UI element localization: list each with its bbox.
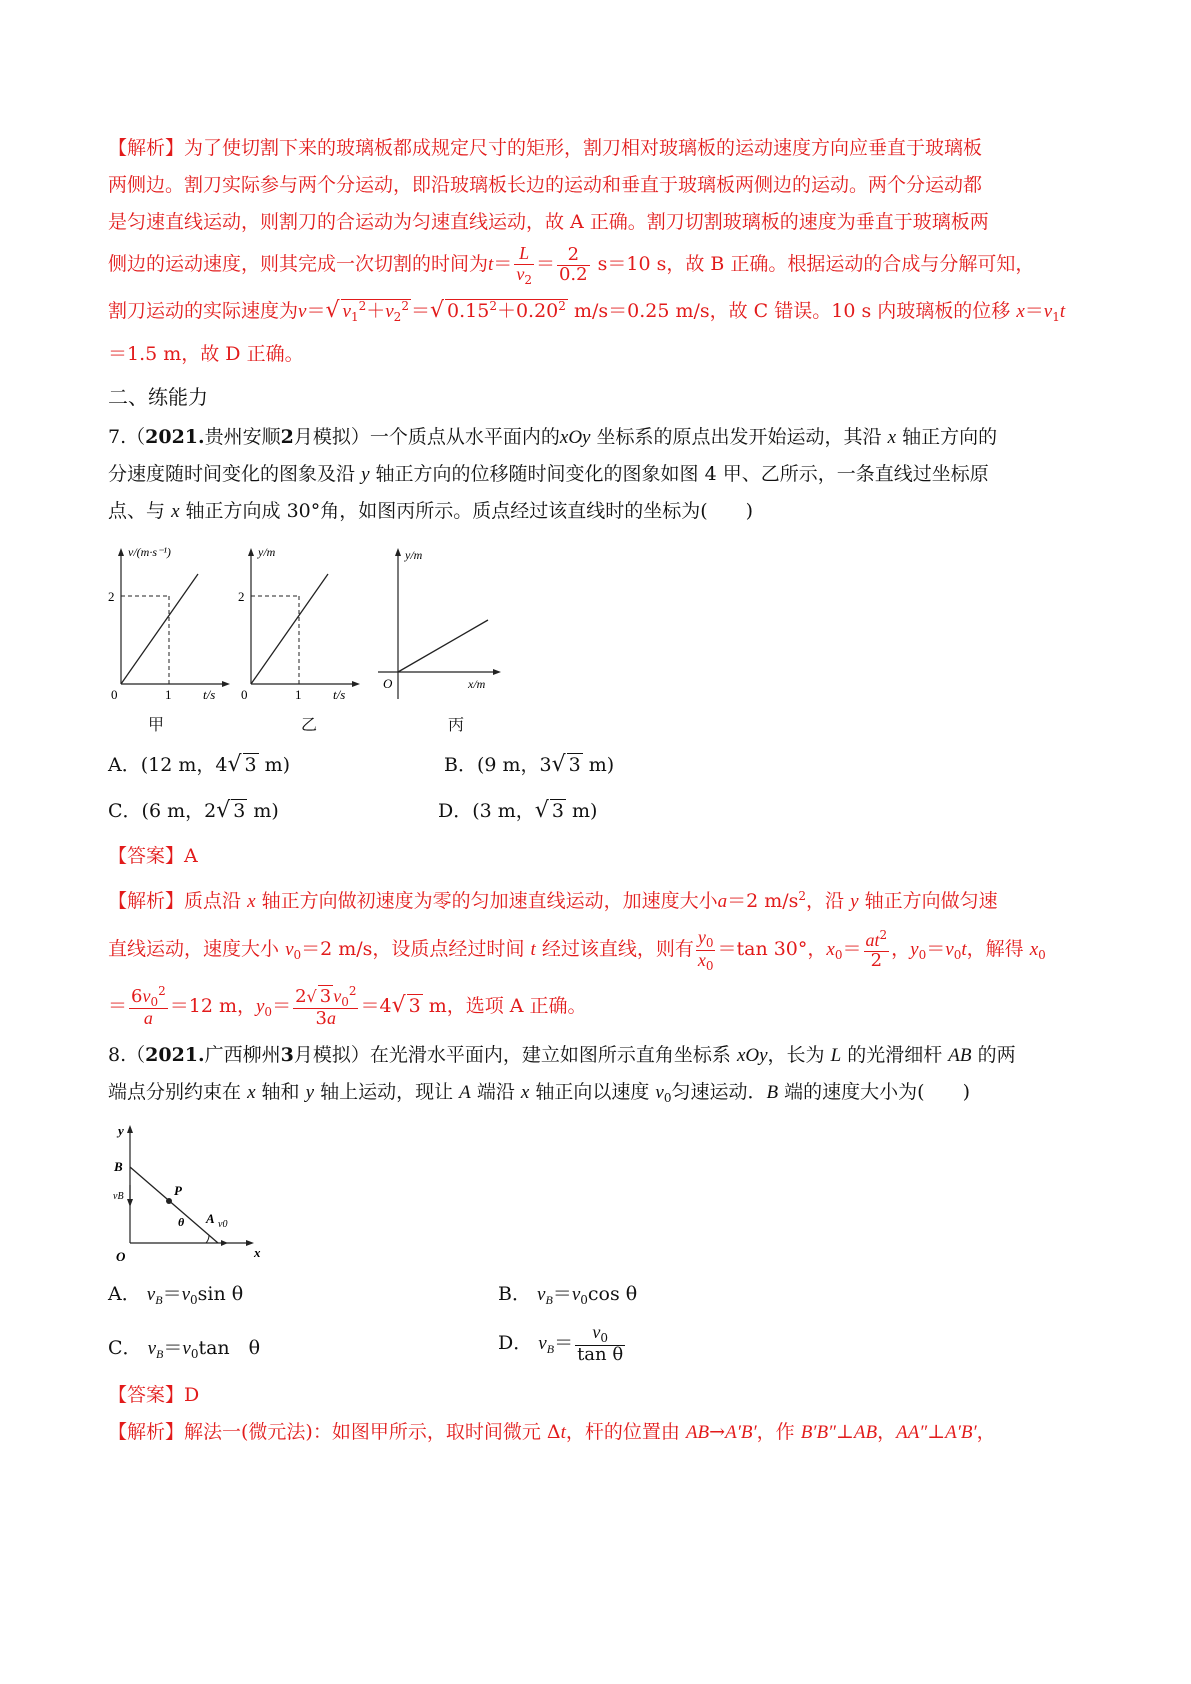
q6-analysis: 【解析】为了使切割下来的玻璃板都成规定尺寸的矩形，割刀相对玻璃板的运动速度方向应垂直于玻璃板 两侧边。割刀实际参与两个分运动，即沿玻璃板长边的运动和垂直于玻璃板两侧边的运动。两个分运动都 是匀速直线运动，则割刀的合运动为匀速直线运动，故 A 正确。割刀切割玻璃板的速度为垂直于玻璃板两 侧边的运动速度，则其完成一次切割的时间为t＝ $\frac{L}{v_2}$ ＝ $\frac{2}{0.2}$ s＝10 s，故 B 正确。根据运动的合成与分解可知， 割刀运动的实际速度为v＝√ $v_1^2+v_2^2$ ＝√ $0.15^2+0.20^2$ m/s＝0.25 m/s，故 C 错误。10 s 内玻璃板的位移 $x=v_1t$ ＝1.5 m，故 D 正确。	[108, 137, 1066, 365]
fig-origin: O	[116, 1249, 126, 1264]
q7-option-b[interactable]: B．(9 m，3√ 3 m)	[444, 752, 615, 777]
fig-y-label: y	[118, 1123, 124, 1138]
fig-v0: v0	[218, 1219, 228, 1230]
analysis-tag: 【解析】	[108, 137, 185, 159]
fig-theta: θ	[178, 1215, 185, 1229]
q8-answer: D	[184, 1384, 200, 1406]
question-7: 7.（2021.贵州安顺2月模拟）一个质点从水平面内的xOy 坐标系的原点出发开始运动，其沿 x 轴正方向的 分速度随时间变化的图象及沿 y 轴正方向的位移随时间变化的图象如图 4 甲、乙所示，一条直线过坐标原 点、与 x 轴正方向成 30°角，如图丙所示。质点经过该直线时的坐标为( ) v/(m·s⁻¹) 2 0 1 t/s 甲 y/m 2 0 1 t/s 乙 y/m O x/m 丙 A．(12 m，4√ 3 m) B．(9 m，3√ 3 m) C．(6 m，2√ 3 m) D．(3 m，√ 3 m) 【答案】A 【解析】质点沿 x 轴正方向做初速度为零的匀加速直线运动，加速度大小a＝2 $m/s^2$，沿 y 轴正方向做匀速 直线运动，速度大小 $v_0=2$ m/s，设质点经过时间 t 经过该直线，则有 $\frac{y_0}{x_0}$ ＝tan 30°，$x_0=$ $\frac{at^2}{2}$ ，$y_0=v_0t$，解得 $x_0$ ＝ $\frac{6v_0^2}{a}$ ＝12 m，$y_0=$ $\frac{2√ 3 v_0^2}{3a}$ ＝4√ 3 m，选项 A 正确。	[108, 419, 1098, 1037]
q7-option-c[interactable]: C．(6 m，2√ 3 m)	[108, 798, 279, 823]
bing-xlabel: x/m	[468, 677, 486, 691]
rod-diagram	[108, 1123, 261, 1268]
q8-option-a[interactable]: A． $v_B=v_0\sin$ θ	[108, 1283, 244, 1307]
caption-bing: 丙	[448, 715, 465, 734]
section-heading: 二、练能力	[108, 385, 208, 409]
jia-tick-y: 2	[108, 589, 115, 604]
bing-ylabel: y/m	[405, 548, 423, 562]
fig-point-p: P	[174, 1183, 182, 1198]
q7-option-d[interactable]: D．(3 m，√ 3 m)	[438, 798, 598, 823]
jia-origin: 0	[111, 687, 118, 702]
q7-options-row1	[108, 744, 1098, 790]
yi-tick-y: 2	[238, 589, 245, 604]
fig-point-a: A	[206, 1211, 215, 1226]
question-8: 8.（2021.广西柳州3月模拟）在光滑水平面内，建立如图所示直角坐标系 xOy，长为 L 的光滑细杆 AB 的两 端点分别约束在 x 轴和 y 轴上运动，现让 A 端沿 x 轴正向以速度 $v_0$匀速运动．B 端的速度大小为( ) y x O B vB P θ A v0 A． $v_B=v_0\sin$ θ B． $v_B=v_0\cos$ θ C． $v_B=v_0\tan$ θ D． $v_B=$ $\frac{v_0}{\text{tan θ}}$ 【答案】D 【解析】解法一(微元法)：如图甲所示，取时间微元 Δt，杆的位置由 AB→A′B′，作 B′B″⊥AB，AA″⊥A′B′，	[108, 1037, 1098, 1451]
q8-option-b[interactable]: B． $v_B=v_0\cos$ θ	[498, 1283, 638, 1307]
yi-tick-x: 1	[295, 687, 302, 702]
q8-figure	[108, 1123, 1098, 1273]
figure-bing	[368, 544, 503, 704]
fig-point-b: B	[114, 1159, 123, 1174]
q8-option-c[interactable]: C． $v_B=v_0\tan$ θ	[108, 1337, 261, 1361]
jia-xlabel: t/s	[203, 687, 216, 702]
yi-ylabel: y/m	[258, 545, 276, 559]
fig-vb: vB	[113, 1191, 124, 1202]
page-content	[108, 130, 1098, 1451]
answer-tag: 【答案】	[108, 845, 185, 867]
yi-xlabel: t/s	[333, 687, 346, 702]
bing-origin: O	[383, 676, 393, 691]
figure-yi	[238, 544, 363, 704]
q8-option-d[interactable]: D． $v_B=$ $\frac{v_0}{\text{tan θ}}$	[498, 1322, 624, 1365]
q7-figures	[108, 544, 1098, 734]
caption-yi: 乙	[301, 715, 318, 734]
figure-jia	[108, 544, 233, 704]
q7-options-row2	[108, 790, 1098, 836]
jia-ylabel: v/(m·s⁻¹)	[128, 545, 171, 559]
q8-options-row2	[108, 1323, 1098, 1377]
q7-answer: A	[184, 845, 198, 867]
answer-tag-8: 【答案】	[108, 1384, 185, 1406]
q8-analysis: 【解析】解法一(微元法)：如图甲所示，取时间微元 Δt，杆的位置由 AB→A′B′，作 B′B″⊥AB，AA″⊥A′B′，	[108, 1421, 996, 1443]
q8-options-row1	[108, 1273, 1098, 1323]
q7-analysis: 【解析】质点沿 x 轴正方向做初速度为零的匀加速直线运动，加速度大小a＝2 $m/s^2$，沿 y 轴正方向做匀速 直线运动，速度大小 $v_0=2$ m/s，设质点经过时间 t 经过该直线，则有 $\frac{y_0}{x_0}$ ＝tan 30°，$x_0=$ $\frac{at^2}{2}$ ，$y_0=v_0t$，解得 $x_0$ ＝ $\frac{6v_0^2}{a}$ ＝12 m，$y_0=$ $\frac{2√ 3 v_0^2}{3a}$ ＝4√ 3 m，选项 A 正确。	[108, 889, 1046, 1030]
fig-x-label: x	[254, 1245, 261, 1260]
yi-origin: 0	[241, 687, 248, 702]
caption-jia: 甲	[148, 715, 165, 734]
q7-option-a[interactable]: A．(12 m，4√ 3 m)	[108, 752, 291, 777]
jia-tick-x: 1	[165, 687, 172, 702]
